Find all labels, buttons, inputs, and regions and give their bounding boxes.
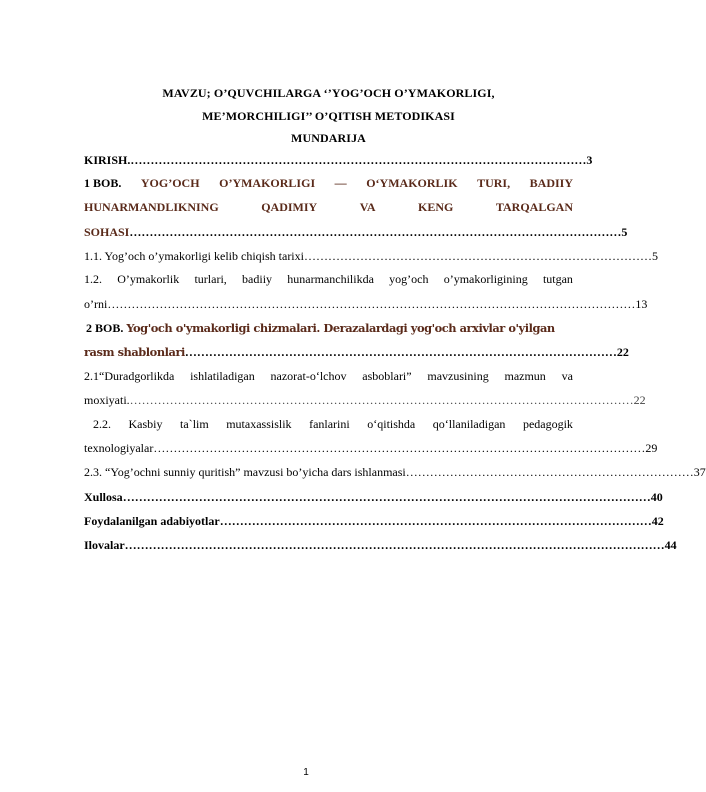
toc-title: MUNDARIJA [291, 131, 366, 145]
toc-entry-2-2-line1[interactable] [93, 417, 573, 431]
dot-leader: ……………………………………………………………… [405, 465, 694, 479]
toc-word: 2.2. [93, 417, 111, 431]
toc-word: 2.1“Duradgorlikda [84, 369, 175, 383]
dot-leader: …………………………………………………………………………………………………………… [129, 225, 622, 239]
dot-leader: ……………………………………………………………………………………………………………………… [124, 538, 665, 552]
toc-entry-label: moxiyati. [84, 393, 130, 407]
toc-word: o’ymakorligining [443, 272, 528, 286]
dot-leader: …………………………………………………………………………………………………………… [153, 441, 646, 455]
toc-word: mutaxassislik [226, 417, 292, 431]
chapter-title-word: TURI, [477, 176, 511, 190]
toc-entry-label: Foydalanilgan adabiyotlar [84, 514, 220, 528]
toc-entry-label: texnologiyalar [84, 441, 154, 455]
toc-word: va [561, 369, 573, 383]
toc-entry-bob2-line2[interactable] [84, 345, 629, 359]
toc-word: fanlarini [309, 417, 350, 431]
dot-leader: …………………………………………………………………………………………………………………… [107, 297, 636, 311]
chapter-title-word: KENG [418, 200, 454, 214]
chapter-title-word: BADIIY [529, 176, 573, 190]
chapter-title-word: YOG’OCH [140, 176, 200, 190]
toc-page-number: 22 [616, 345, 629, 359]
toc-page-number: 5 [651, 249, 658, 263]
heading-line-2: ME’MORCHILIGI’’ O’QITISH METODIKASI [202, 109, 455, 123]
toc-entry-2-1-line2[interactable] [84, 393, 646, 407]
toc-entry-label: 1.1. Yog’och o’ymakorligi kelib chiqish tarixi [84, 249, 304, 263]
dot-leader: ……………………………………………………………………………………………………………… [129, 393, 634, 407]
toc-word: pedagogik [522, 417, 573, 431]
chapter-prefix: 2 BOB. [86, 321, 124, 335]
toc-entry-bob1-line1[interactable] [84, 176, 573, 190]
toc-entry-label: Ilovalar [84, 538, 125, 552]
chapter-title-word: O’YMAKORLIGI [219, 176, 316, 190]
toc-page-number: 22 [633, 393, 646, 407]
toc-entry-kirish[interactable] [84, 153, 593, 167]
toc-page-number: 40 [650, 490, 663, 504]
toc-entry-2-3[interactable] [84, 465, 706, 479]
dot-leader: …………………………………………………………………………………………………… [130, 153, 587, 167]
toc-entry-ilovalar[interactable] [84, 538, 677, 552]
toc-word: asboblari” [362, 369, 412, 383]
toc-entry-2-1-line1[interactable] [84, 369, 573, 383]
toc-word: tutgan [542, 272, 573, 286]
chapter-title-word: — [334, 176, 347, 190]
chapter-title-word: VA [359, 200, 376, 214]
toc-entry-label: KIRISH. [84, 153, 131, 167]
toc-entry-label: Xullosa [84, 490, 123, 504]
toc-entry-label: o’rni [84, 297, 108, 311]
toc-word: yog’och [389, 272, 429, 286]
toc-entry-adabiyot[interactable] [84, 514, 664, 528]
chapter-title: Yog'och o'ymakorligi chizmalari. Derazalardagi yog'och arxivlar o'yilgan [126, 321, 555, 335]
chapter-prefix: 1 BOB. [84, 176, 122, 190]
toc-page-number: 29 [645, 441, 658, 455]
dot-leader: ……………………………………………………………………………………………… [219, 514, 652, 528]
toc-entry-bob1-line2[interactable] [84, 200, 573, 214]
chapter-title-word: SOHASI [84, 225, 130, 239]
chapter-title: rasm shablonlari [84, 345, 185, 359]
toc-page-number: 13 [635, 297, 648, 311]
toc-page-number: 44 [664, 538, 677, 552]
heading-line-1: MAVZU; O’QUVCHILARGA ‘’YOG’OCH O’YMAKORLIGI, [162, 86, 495, 100]
toc-page-number: 5 [621, 225, 628, 239]
chapter-title-word: O‘YMAKORLIK [366, 176, 458, 190]
toc-word: 1.2. [84, 272, 102, 286]
toc-entry-xulosa[interactable] [84, 490, 663, 504]
toc-word: hunarmanchilikda [287, 272, 374, 286]
toc-entry-1-1[interactable] [84, 249, 658, 263]
toc-word: qo‘llaniladigan [432, 417, 506, 431]
dot-leader: …………………………………………………………………………………………………………………… [122, 490, 651, 504]
dot-leader: ……………………………………………………………………………………………… [184, 345, 617, 359]
toc-page-number: 37 [693, 465, 706, 479]
toc-page-number: 3 [586, 153, 593, 167]
toc-word: o‘qitishda [367, 417, 416, 431]
toc-entry-1-2-line2[interactable] [84, 297, 648, 311]
toc-word: O’ymakorlik [117, 272, 180, 286]
toc-word: Kasbiy [128, 417, 163, 431]
toc-word: ta`lim [180, 417, 209, 431]
toc-entry-bob1-line3[interactable] [84, 225, 628, 239]
toc-entry-label: 2.3. “Yog’ochni sunniy quritish” mavzusi bo’yicha dars ishlanmasi [84, 465, 406, 479]
toc-word: mavzusining [427, 369, 489, 383]
dot-leader: …………………………………………………………………………… [303, 249, 652, 263]
toc-word: ishlatiladigan [190, 369, 255, 383]
toc-page-number: 42 [651, 514, 664, 528]
chapter-title-word: HUNARMANDLIKNING [84, 200, 219, 214]
toc-entry-bob2-line1[interactable] [86, 321, 573, 335]
toc-word: badiiy [242, 272, 273, 286]
toc-word: mazmun [504, 369, 546, 383]
chapter-title-word: QADIMIY [261, 200, 318, 214]
toc-word: nazorat-o‘lchov [270, 369, 347, 383]
chapter-title-word: TARQALGAN [495, 200, 573, 214]
toc-word: turlari, [194, 272, 227, 286]
page-number: 1 [303, 767, 309, 778]
toc-entry-2-2-line2[interactable] [84, 441, 658, 455]
toc-entry-1-2-line1[interactable] [84, 272, 573, 286]
